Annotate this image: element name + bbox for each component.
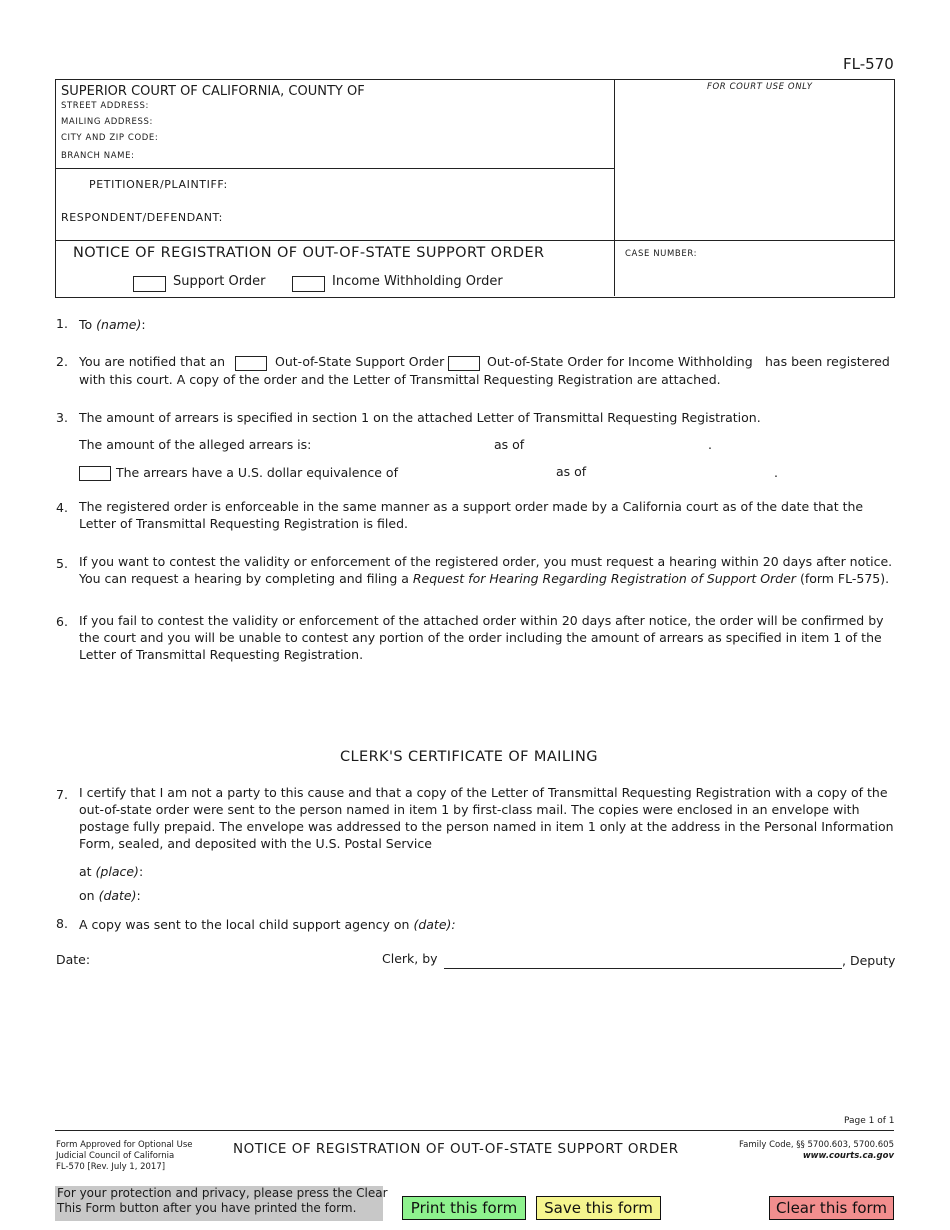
support-order-label: Support Order: [173, 274, 266, 289]
respondent-label: RESPONDENT/DEFENDANT:: [61, 211, 223, 224]
clerk-certificate-heading: CLERK'S CERTIFICATE OF MAILING: [340, 749, 598, 765]
print-form-button[interactable]: Print this form: [402, 1196, 526, 1220]
dollar-equivalence-checkbox[interactable]: [79, 466, 111, 481]
item-8-number: 8.: [56, 916, 68, 931]
out-of-state-support-order-checkbox[interactable]: [235, 356, 267, 371]
item-7-number: 7.: [56, 787, 68, 802]
court-title: SUPERIOR COURT OF CALIFORNIA, COUNTY OF: [61, 84, 365, 99]
item-2-prefix: You are notified that an: [79, 354, 226, 369]
item-4-number: 4.: [56, 500, 68, 515]
dollar-equivalence-as-of: as of: [556, 464, 587, 479]
item-2-number: 2.: [56, 354, 68, 369]
page-number: Page 1 of 1: [844, 1116, 895, 1126]
court-use-only-label: FOR COURT USE ONLY: [707, 82, 813, 92]
item-4-text: The registered order is enforceable in the same manner as a support order made by a California court as of the date that the Letter of Transmittal Requesting Registration is filed.: [79, 499, 864, 531]
footer-approved-line-1: Form Approved for Optional Use: [56, 1140, 193, 1150]
privacy-note-line-1: For your protection and privacy, please press the Clear: [57, 1186, 388, 1200]
item-1-number: 1.: [56, 316, 68, 331]
form-number: FL-570: [843, 55, 894, 73]
branch-name-label: BRANCH NAME:: [61, 151, 135, 161]
item-7-text: I certify that I am not a party to this cause and that a copy of the Letter of Transmittal Requesting Registration with a copy of the out-of-state order were sent to the person named in item 1 by first-class mail. The copies were enclosed in an envelope with postage fully prepaid. The envelope was addressed to the person named in item 1 only at the address in the Personal Information Form, sealed, and deposited with the U.S. Postal Service: [79, 785, 894, 851]
case-number-label: CASE NUMBER:: [625, 249, 698, 259]
mailing-address-label: MAILING ADDRESS:: [61, 117, 153, 127]
alleged-arrears-period: .: [708, 437, 712, 452]
deputy-label: , Deputy: [842, 953, 896, 968]
caption-divider-2: [55, 240, 894, 241]
city-zip-label: CITY AND ZIP CODE:: [61, 133, 159, 143]
item-5-number: 5.: [56, 556, 68, 571]
income-withholding-order-label: Out-of-State Order for Income Withholding: [487, 354, 753, 369]
form-title: NOTICE OF REGISTRATION OF OUT-OF-STATE SUPPORT ORDER: [73, 245, 545, 261]
alleged-arrears-label: The amount of the alleged arrears is:: [79, 437, 312, 452]
footer-references: [739, 1140, 894, 1162]
income-withholding-label: Income Withholding Order: [332, 274, 503, 289]
income-withholding-checkbox[interactable]: [292, 276, 325, 292]
item-6-number: 6.: [56, 614, 68, 629]
street-address-label: STREET ADDRESS:: [61, 101, 149, 111]
item-8-text: A copy was sent to the local child support agency on (date):: [79, 917, 456, 932]
caption-divider-1: [55, 168, 614, 169]
footer-rule: [55, 1130, 894, 1131]
item-2-suffix: has been registered: [765, 354, 890, 369]
support-order-checkbox[interactable]: [133, 276, 166, 292]
privacy-note-line-2: This Form button after you have printed the form.: [57, 1201, 357, 1215]
footer-title: NOTICE OF REGISTRATION OF OUT-OF-STATE SUPPORT ORDER: [233, 1141, 679, 1157]
clerk-signature-line: [444, 968, 842, 969]
date-label: Date:: [56, 952, 91, 967]
caption-vertical-divider: [614, 79, 615, 296]
clear-form-button[interactable]: Clear this form: [769, 1196, 894, 1220]
item-1-text: To (name):: [79, 317, 146, 332]
income-withholding-order-checkbox[interactable]: [448, 356, 480, 371]
dollar-equivalence-label: The arrears have a U.S. dollar equivalence of: [116, 465, 398, 480]
dollar-equivalence-period: .: [774, 465, 778, 480]
footer-approved-line-3: FL-570 [Rev. July 1, 2017]: [56, 1162, 166, 1172]
item-6-text: If you fail to contest the validity or enforcement of the attached order within 20 days after notice, the order will be confirmed by the court and you will be unable to contest any portion of the order including the amount of arrears as specified in item 1 of the Letter of Transmittal Requesting Registration.: [79, 613, 884, 662]
footer-approved-line-2: Judicial Council of California: [56, 1151, 175, 1161]
out-of-state-support-order-label: Out-of-State Support Order: [275, 354, 445, 369]
petitioner-label: PETITIONER/PLAINTIFF:: [89, 178, 228, 191]
place-label: at (place):: [79, 864, 144, 879]
footer-url: www.courts.ca.gov: [802, 1151, 894, 1161]
date-on-label: on (date):: [79, 888, 141, 903]
item-3-line-1: The amount of arrears is specified in section 1 on the attached Letter of Transmittal Requesting Registration.: [79, 410, 761, 425]
item-3-number: 3.: [56, 410, 68, 425]
item-5-line-2: You can request a hearing by completing and filing a Request for Hearing Regarding Registration of Support Order (form FL-575).: [79, 571, 890, 586]
item-5-line-1: If you want to contest the validity or enforcement of the registered order, you must request a hearing within 20 days after notice.: [79, 554, 893, 569]
footer-approval: [56, 1140, 193, 1173]
save-form-button[interactable]: Save this form: [536, 1196, 661, 1220]
privacy-note: [55, 1186, 388, 1221]
item-2-line-2: with this court. A copy of the order and the Letter of Transmittal Requesting Registration are attached.: [79, 372, 721, 387]
clerk-by-label: Clerk, by: [382, 951, 438, 966]
footer-family-code: Family Code, §§ 5700.603, 5700.605: [739, 1140, 894, 1150]
alleged-arrears-as-of: as of: [494, 437, 525, 452]
